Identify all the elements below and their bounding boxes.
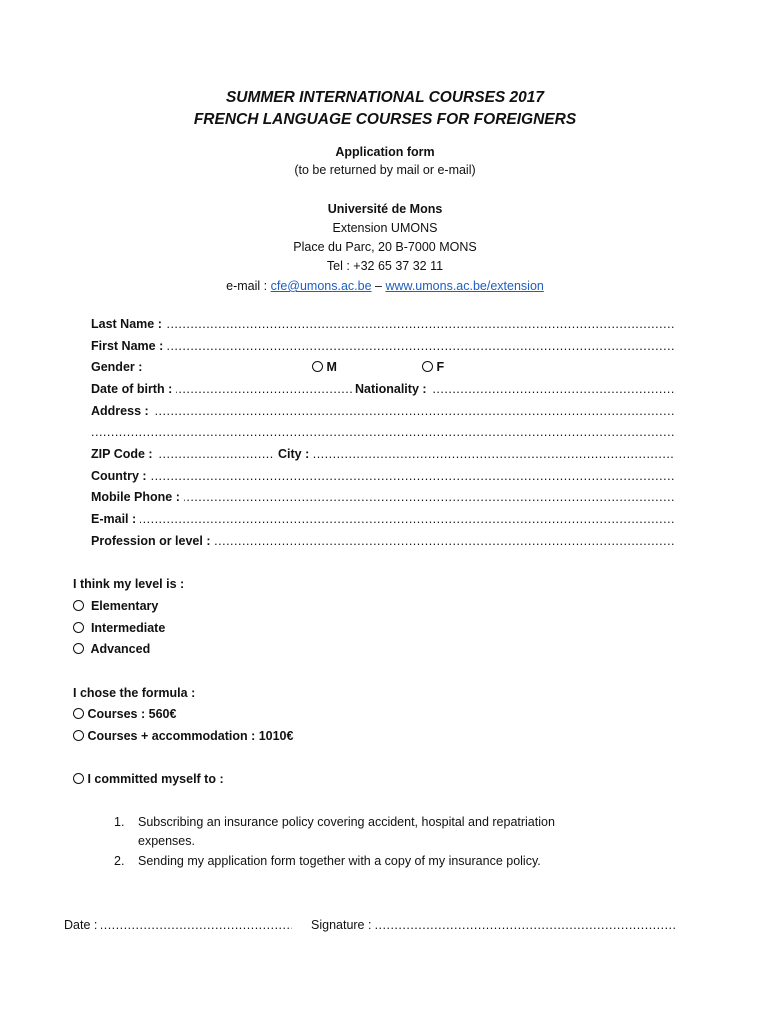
city-label: City : <box>273 447 313 461</box>
form-note: (to be returned by mail or e-mail) <box>294 163 476 177</box>
gender-m-label: M <box>326 360 337 374</box>
formula-label: I chose the formula : <box>73 686 196 700</box>
date-of-birth-label: Date of birth : <box>91 382 176 396</box>
last-name-field[interactable] <box>91 317 674 335</box>
title-line-2: FRENCH LANGUAGE COURSES FOR FOREIGNERS <box>193 111 577 128</box>
level-option-intermediate[interactable] <box>73 621 165 635</box>
level-option-elementary[interactable] <box>73 599 158 613</box>
formula-option-courses[interactable] <box>73 707 176 721</box>
email-prefix: e-mail : <box>226 279 271 293</box>
country-label: Country : <box>91 469 151 483</box>
contact-line <box>0 279 770 293</box>
address-line-2-field[interactable] <box>91 425 674 443</box>
zip-city-field[interactable] <box>91 447 674 465</box>
email-link[interactable]: cfe@umons.ac.be <box>270 279 372 293</box>
commitment-item-number: 1. <box>114 815 125 829</box>
fill-line <box>91 425 674 441</box>
radio-circle-icon[interactable] <box>312 361 323 372</box>
profession-label: Profession or level : <box>91 534 214 548</box>
mobile-phone-label: Mobile Phone : <box>91 490 184 504</box>
signature-field[interactable] <box>311 918 675 936</box>
gender-label: Gender : <box>91 360 146 374</box>
street-address: Place du Parc, 20 B-7000 MONS <box>293 240 477 254</box>
date-label: Date : <box>64 918 101 932</box>
university-name: Université de Mons <box>327 202 443 216</box>
fill-line <box>91 339 674 355</box>
zip-code-label: ZIP Code : <box>91 447 157 461</box>
website-link[interactable]: www.umons.ac.be/extension <box>385 279 544 293</box>
radio-circle-icon[interactable] <box>73 730 84 741</box>
radio-circle-icon[interactable] <box>422 361 433 372</box>
fill-line <box>91 469 674 485</box>
gender-f-label: F <box>436 360 445 374</box>
formula-option-accommodation[interactable] <box>73 729 293 743</box>
fill-line <box>273 447 674 463</box>
radio-circle-icon[interactable] <box>73 643 84 654</box>
phone-number: Tel : +32 65 37 32 11 <box>326 259 444 273</box>
country-field[interactable] <box>91 469 674 487</box>
email-label: E-mail : <box>91 512 140 526</box>
signature-label: Signature : <box>311 918 375 932</box>
level-option-label: Intermediate <box>90 621 166 635</box>
first-name-field[interactable] <box>91 339 674 357</box>
fill-line <box>91 317 674 333</box>
formula-option-label: Courses : 560€ <box>87 707 177 721</box>
formula-option-label: Courses + accommodation : 1010€ <box>87 729 294 743</box>
nationality-label: Nationality : <box>353 382 431 396</box>
birth-nationality-field[interactable] <box>91 382 674 400</box>
level-label: I think my level is : <box>73 577 185 591</box>
commitment-item-number: 2. <box>114 854 125 868</box>
address-label: Address : <box>91 404 153 418</box>
gender-option-f[interactable] <box>422 360 444 374</box>
radio-circle-icon[interactable] <box>73 773 84 784</box>
commitment-label: I committed myself to : <box>87 772 224 786</box>
date-field[interactable] <box>64 918 294 936</box>
title-line-1: SUMMER INTERNATIONAL COURSES 2017 <box>225 89 545 106</box>
address-field[interactable] <box>91 404 674 422</box>
first-name-label: First Name : <box>91 339 167 353</box>
radio-circle-icon[interactable] <box>73 600 84 611</box>
contact-separator: – <box>371 279 386 293</box>
mobile-phone-field[interactable] <box>91 490 674 508</box>
level-option-label: Elementary <box>90 599 159 613</box>
gender-field <box>91 360 674 378</box>
department-name: Extension UMONS <box>332 221 438 235</box>
level-option-label: Advanced <box>90 642 151 656</box>
form-title: Application form <box>335 145 435 159</box>
level-option-advanced[interactable] <box>73 642 150 656</box>
profession-field[interactable] <box>91 534 674 552</box>
last-name-label: Last Name : <box>91 317 166 331</box>
email-field[interactable] <box>91 512 674 530</box>
fill-line <box>91 404 674 420</box>
commitment-option[interactable] <box>73 772 224 786</box>
radio-circle-icon[interactable] <box>73 708 84 719</box>
commitment-item-text: Sending my application form together with a copy of my insurance policy. <box>138 854 541 868</box>
fill-line <box>91 512 674 528</box>
commitment-item-text-continued: expenses. <box>138 834 195 848</box>
gender-option-m[interactable] <box>312 360 337 374</box>
radio-circle-icon[interactable] <box>73 622 84 633</box>
commitment-item-text: Subscribing an insurance policy covering accident, hospital and repatriation <box>138 815 555 829</box>
